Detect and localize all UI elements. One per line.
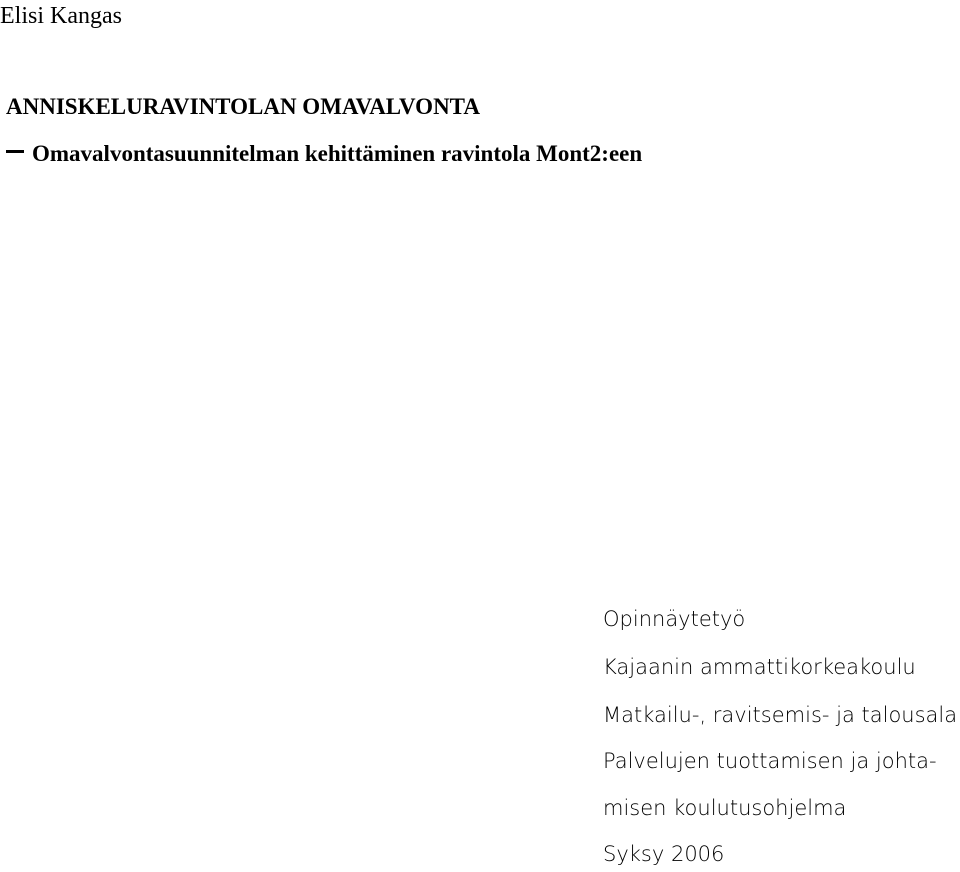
field-of-study: Matkailu-, ravitsemis- ja talousala xyxy=(603,703,958,727)
thesis-subtitle: Omavalvontasuunnitelman kehittäminen ravintola Mont2:een xyxy=(32,141,643,166)
school-name: Kajaanin ammattikorkeakoulu xyxy=(603,655,916,679)
degree-program-line-2: misen koulutusohjelma xyxy=(603,796,847,820)
thesis-title: ANNISKELURAVINTOLAN OMAVALVONTA xyxy=(6,94,480,119)
semester-date: Syksy 2006 xyxy=(603,842,725,866)
author-name: Elisi Kangas xyxy=(0,3,122,29)
thesis-type: Opinnäytetyö xyxy=(603,607,746,631)
subtitle-row xyxy=(6,140,642,168)
degree-program-line-1: Palvelujen tuottamisen ja johta- xyxy=(603,749,937,773)
dash-icon xyxy=(6,150,24,153)
